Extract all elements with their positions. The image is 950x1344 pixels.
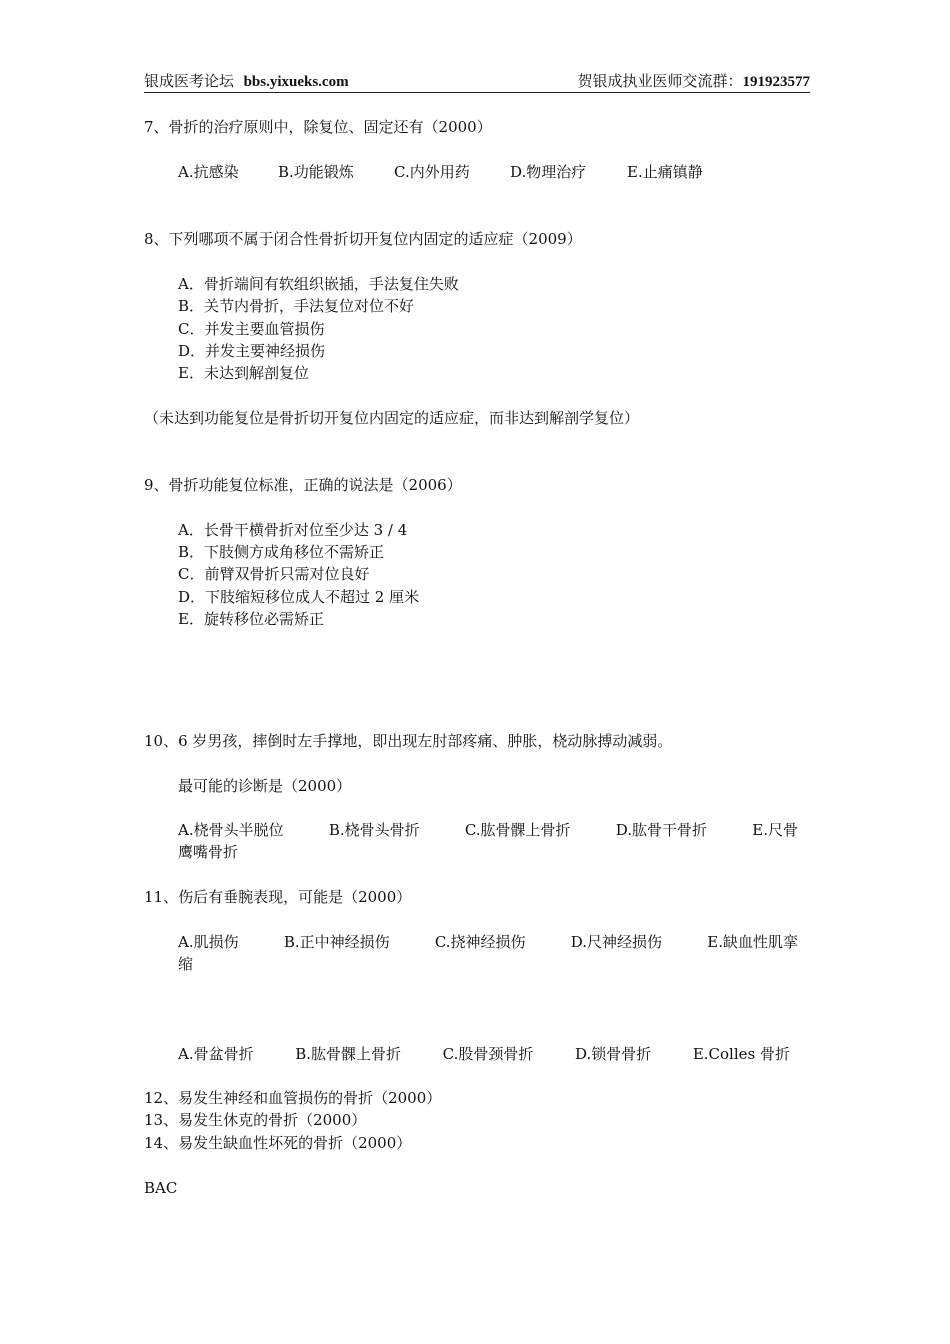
- q11-option-e: E.缺血性肌挛: [707, 933, 798, 951]
- q11-option-d: D.尺神经损伤: [570, 933, 663, 951]
- q10-option-e-continuation: 鹰嘴骨折: [178, 843, 239, 861]
- q8-note: （未达到功能复位是骨折切开复位内固定的适应症，而非达到解剖学复位）: [144, 409, 640, 427]
- header-group-label: 贺银成执业医师交流群：: [577, 72, 743, 90]
- q11-option-e-continuation: 缩: [178, 955, 194, 973]
- q11-option-b: B.正中神经损伤: [283, 933, 390, 951]
- q12-14-option-b: B.肱骨髁上骨折: [295, 1045, 402, 1063]
- q12-stem: 12、易发生神经和血管损伤的骨折（2000）: [144, 1089, 442, 1107]
- q7-option-c: C.内外用药: [394, 163, 470, 181]
- q7-options: [178, 162, 703, 182]
- q10-option-e: E.尺骨: [752, 821, 798, 839]
- q8-option-c: C．并发主要血管损伤: [178, 320, 325, 338]
- header-group: [577, 70, 810, 91]
- q9-option-b: B．下肢侧方成角移位不需矫正: [178, 543, 385, 561]
- q11-option-a: A.肌损伤: [178, 933, 239, 951]
- q11-stem: 11、伤后有垂腕表现，可能是（2000）: [144, 888, 412, 906]
- q14-stem: 14、易发生缺血性坏死的骨折（2000）: [144, 1134, 412, 1152]
- header-group-number: 191923577: [742, 74, 810, 90]
- q11-option-c: C.挠神经损伤: [434, 933, 526, 951]
- q12-14-options-row: [178, 1043, 790, 1065]
- q7-option-a: A.抗感染: [178, 163, 239, 181]
- q9-option-a: A．长骨干横骨折对位至少达 3 / 4: [178, 521, 408, 539]
- q13-stem: 13、易发生休克的骨折（2000）: [144, 1111, 367, 1129]
- q12-14-option-d: D.锁骨骨折: [574, 1045, 652, 1063]
- page-header: [144, 70, 810, 93]
- q10-options: [178, 819, 798, 863]
- q7-stem: 7、骨折的治疗原则中，除复位、固定还有（2000）: [144, 118, 492, 136]
- header-site-name: 银成医考论坛: [144, 72, 235, 90]
- q9-stem: 9、骨折功能复位标准，正确的说法是（2006）: [144, 476, 462, 494]
- q10-options-row: [178, 819, 798, 841]
- q11-options-row: [178, 931, 798, 953]
- q12-14-option-e: E.Colles 骨折: [692, 1045, 790, 1063]
- q7-option-d: D.物理治疗: [510, 163, 587, 181]
- q10-option-c: C.肱骨髁上骨折: [464, 821, 571, 839]
- q11-options: [178, 931, 798, 975]
- q9-option-c: C．前臂双骨折只需对位良好: [178, 565, 370, 583]
- q10-stem: 10、6 岁男孩，摔倒时左手撑地，即出现左肘部疼痛、肿胀，桡动脉搏动减弱。: [144, 732, 673, 750]
- q12-14-options: [178, 1043, 790, 1065]
- header-site: [144, 70, 349, 91]
- q12-14-answer: BAC: [144, 1179, 178, 1197]
- q9-option-e: E．旋转移位必需矫正: [178, 610, 324, 628]
- q9-option-d: D．下肢缩短移位成人不超过 2 厘米: [178, 588, 420, 606]
- q10-sub: 最可能的诊断是（2000）: [178, 777, 352, 795]
- q10-option-b: B.桡骨头骨折: [328, 821, 420, 839]
- q7-option-b: B.功能锻炼: [278, 163, 354, 181]
- q12-14-option-c: C.股骨颈骨折: [442, 1045, 534, 1063]
- q8-stem: 8、下列哪项不属于闭合性骨折切开复位内固定的适应症（2009）: [144, 230, 582, 248]
- q8-option-b: B．关节内骨折，手法复位对位不好: [178, 297, 415, 315]
- q12-14-option-a: A.骨盆骨折: [178, 1045, 254, 1063]
- q8-option-e: E．未达到解剖复位: [178, 364, 309, 382]
- q8-option-a: A．骨折端间有软组织嵌插，手法复住失败: [178, 275, 459, 293]
- header-site-url[interactable]: bbs.yixueks.com: [243, 74, 349, 90]
- q10-option-d: D.肱骨干骨折: [615, 821, 708, 839]
- q10-option-a: A.桡骨头半脱位: [178, 821, 284, 839]
- q8-option-d: D．并发主要神经损伤: [178, 342, 326, 360]
- q7-option-e: E.止痛镇静: [627, 163, 703, 181]
